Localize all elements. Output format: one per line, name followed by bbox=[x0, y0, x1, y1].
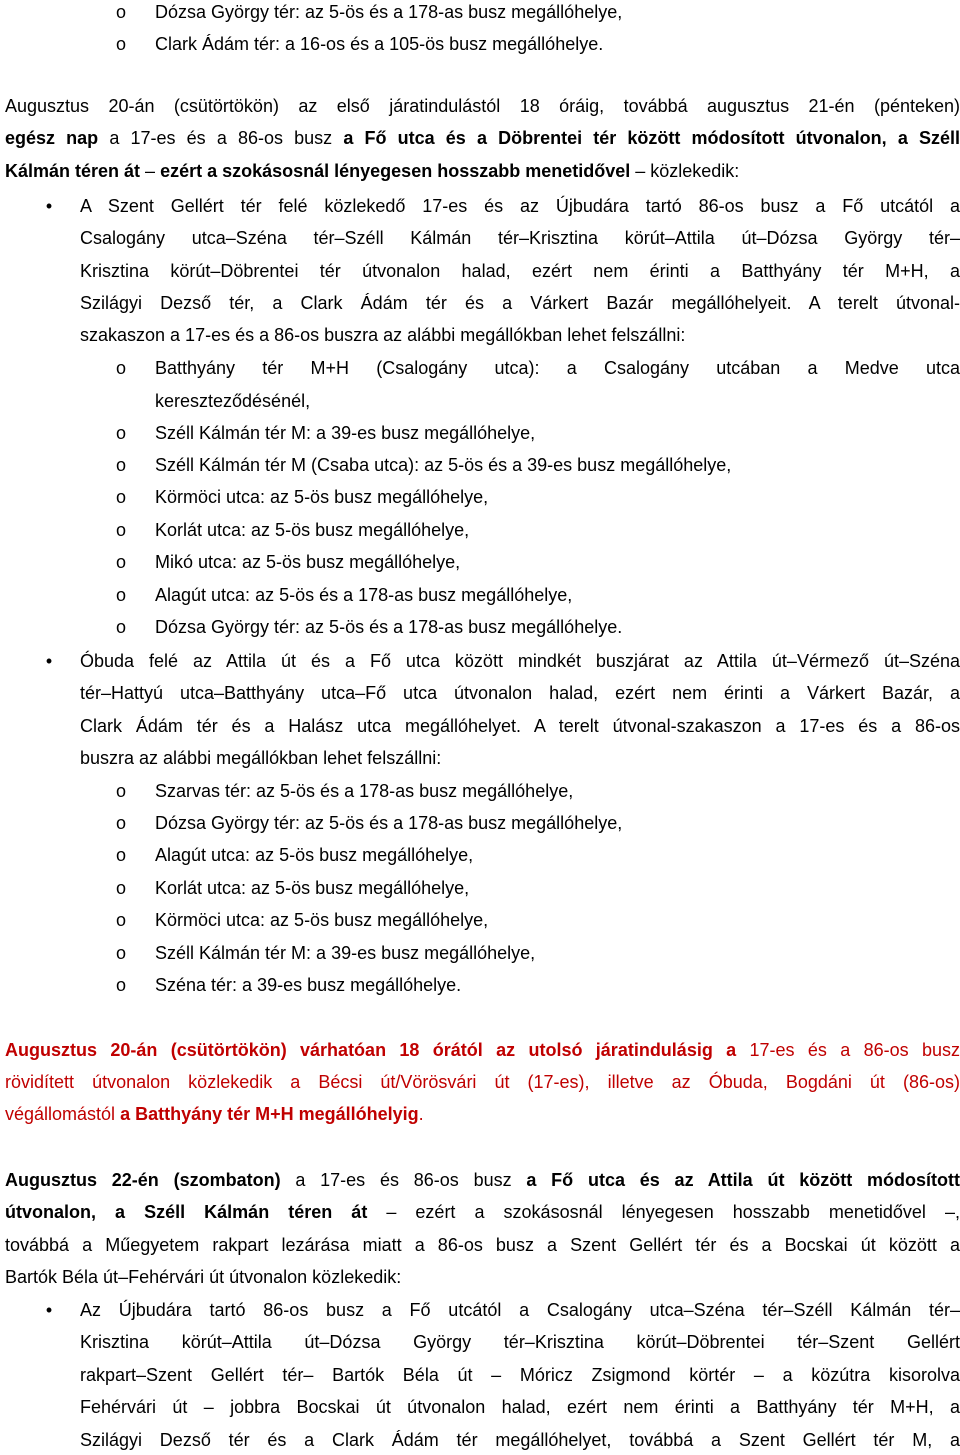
text-run: Szilágyi Dezső tér, a Clark Ádám tér és a Várkert Bazár megállóhelyeit. A terelt útvonal- bbox=[80, 293, 960, 313]
text-run: Dózsa György tér: az 5-ös és a 178-as busz megállóhelye. bbox=[155, 617, 623, 637]
text-line bbox=[0, 1327, 960, 1357]
list-marker-o: o bbox=[116, 617, 127, 637]
text-run: 17-es és a 86-os busz bbox=[736, 1040, 960, 1060]
text-run: Augusztus 20-án (csütörtökön) az első járatindulástól 18 óráig, továbbá augusztus 21-én (pénteken) bbox=[5, 96, 960, 116]
text-line bbox=[0, 743, 960, 773]
text-run: Az Újbudára tartó 86-os busz a Fő utcától a Csalogány utca–Széna tér–Széll Kálmán tér– bbox=[80, 1300, 960, 1320]
text-line bbox=[0, 905, 960, 935]
text-run: Mikó utca: az 5-ös busz megállóhelye, bbox=[155, 552, 461, 572]
line-text bbox=[155, 905, 960, 935]
text-line bbox=[0, 1360, 960, 1390]
list-bullet: • bbox=[45, 1300, 53, 1320]
text-line bbox=[0, 547, 960, 577]
bold-run: a Fő utca és a Döbrentei tér között módosított útvonalon, a Széll bbox=[343, 128, 960, 148]
text-run: Széll Kálmán tér M: a 39-es busz megállóhelye, bbox=[155, 943, 536, 963]
list-marker-o: o bbox=[116, 910, 127, 930]
text-line bbox=[0, 580, 960, 610]
text-line bbox=[0, 29, 960, 59]
line-text bbox=[155, 547, 960, 577]
line-text bbox=[80, 288, 960, 318]
text-line bbox=[0, 1230, 960, 1260]
list-bullet: • bbox=[45, 196, 53, 216]
text-run: – ezért a szokásosnál lényegesen hosszabb menetidővel –, bbox=[367, 1202, 960, 1222]
line-text bbox=[155, 386, 960, 416]
text-line bbox=[0, 1262, 960, 1292]
text-run: . bbox=[418, 1104, 424, 1124]
line-text bbox=[5, 1067, 960, 1097]
line-text bbox=[5, 1197, 960, 1227]
list-marker-o: o bbox=[116, 520, 127, 540]
line-text bbox=[80, 1360, 960, 1390]
text-line bbox=[0, 840, 960, 870]
line-text bbox=[155, 808, 960, 838]
text-line bbox=[0, 873, 960, 903]
text-run: Korlát utca: az 5-ös busz megállóhelye, bbox=[155, 878, 470, 898]
line-text bbox=[5, 1230, 960, 1260]
line-text bbox=[80, 711, 960, 741]
text-run: – közlekedik: bbox=[630, 161, 740, 181]
line-text bbox=[80, 1295, 960, 1325]
text-line bbox=[0, 123, 960, 153]
bold-run: ezért a szokásosnál lényegesen hosszabb menetidővel bbox=[160, 161, 631, 181]
line-text bbox=[155, 418, 960, 448]
line-text bbox=[80, 1392, 960, 1422]
text-line bbox=[0, 970, 960, 1000]
list-marker-o: o bbox=[116, 455, 127, 475]
list-marker-o: o bbox=[116, 878, 127, 898]
text-run: Szilágyi Dezső tér és a Clark Ádám tér megállóhelyet, továbbá a Szent Gellért tér M, a bbox=[80, 1430, 960, 1450]
text-line bbox=[0, 353, 960, 383]
text-line bbox=[0, 191, 960, 221]
line-text bbox=[5, 91, 960, 121]
list-marker-o: o bbox=[116, 487, 127, 507]
text-run: Dózsa György tér: az 5-ös és a 178-as busz megállóhelye, bbox=[155, 2, 623, 22]
list-marker-o: o bbox=[116, 34, 127, 54]
line-text bbox=[155, 776, 960, 806]
text-run: Krisztina körút–Attila út–Dózsa György tér–Krisztina körút–Döbrentei tér–Szent Gellért bbox=[80, 1332, 960, 1352]
line-text bbox=[80, 223, 960, 253]
bold-run: a Batthyány tér M+H megállóhelyig bbox=[120, 1104, 419, 1124]
text-line bbox=[0, 808, 960, 838]
list-marker-o: o bbox=[116, 423, 127, 443]
line-text bbox=[80, 743, 960, 773]
text-line bbox=[0, 711, 960, 741]
line-text bbox=[155, 0, 960, 27]
text-run: Körmöci utca: az 5-ös busz megállóhelye, bbox=[155, 910, 489, 930]
text-line bbox=[0, 776, 960, 806]
line-text bbox=[155, 840, 960, 870]
text-run: Csalogány utca–Széna tér–Széll Kálmán tér–Krisztina körút–Attila út–Dózsa György tér– bbox=[80, 228, 960, 248]
line-text bbox=[155, 450, 960, 480]
line-text bbox=[155, 873, 960, 903]
text-run: végállomástól bbox=[5, 1104, 121, 1124]
list-marker-o: o bbox=[116, 845, 127, 865]
text-line bbox=[0, 223, 960, 253]
bold-run: a Fő utca és az Attila út között módosított bbox=[526, 1170, 960, 1190]
text-run: Clark Ádám tér: a 16-os és a 105-ös busz megállóhelye. bbox=[155, 34, 604, 54]
text-line bbox=[0, 1067, 960, 1097]
list-marker-o: o bbox=[116, 943, 127, 963]
text-run: Széna tér: a 39-es busz megállóhelye. bbox=[155, 975, 462, 995]
bold-run: Augusztus 22-én (szombaton) bbox=[5, 1170, 281, 1190]
line-text bbox=[80, 1327, 960, 1357]
list-marker-o: o bbox=[116, 975, 127, 995]
text-run: Óbuda felé az Attila út és a Fő utca között mindkét buszjárat az Attila út–Vérmező út–Széna bbox=[80, 651, 960, 671]
text-run: rakpart–Szent Gellért tér– Bartók Béla út – Móricz Zsigmond körtér – a közútra kisorolva bbox=[80, 1365, 960, 1385]
text-line bbox=[0, 386, 960, 416]
text-run: szakaszon a 17-es és a 86-os buszra az alábbi megállókban lehet felszállni: bbox=[80, 325, 686, 345]
text-line bbox=[0, 1197, 960, 1227]
line-text bbox=[155, 353, 960, 383]
text-run: a 17-es és 86-os busz bbox=[280, 1170, 527, 1190]
text-run: A Szent Gellért tér felé közlekedő 17-es és az Újbudára tartó 86-os busz a Fő utcától a bbox=[80, 196, 960, 216]
line-text bbox=[155, 29, 960, 59]
list-marker-o: o bbox=[116, 781, 127, 801]
text-line bbox=[0, 1099, 960, 1129]
line-text bbox=[80, 678, 960, 708]
text-run: tér–Hattyú utca–Batthyány utca–Fő utca útvonalon halad, ezért nem érinti a Várkert Bazár, a bbox=[80, 683, 960, 703]
text-line bbox=[0, 482, 960, 512]
line-text bbox=[80, 1425, 960, 1455]
text-run: Alagút utca: az 5-ös busz megállóhelye, bbox=[155, 845, 474, 865]
text-run: a 17-es és a 86-os busz bbox=[98, 128, 344, 148]
line-text bbox=[80, 191, 960, 221]
line-text bbox=[155, 970, 960, 1000]
list-marker-o: o bbox=[116, 2, 127, 22]
text-run: Alagút utca: az 5-ös és a 178-as busz megállóhelye, bbox=[155, 585, 573, 605]
text-line bbox=[0, 91, 960, 121]
text-run: Bartók Béla út–Fehérvári út útvonalon közlekedik: bbox=[5, 1267, 402, 1287]
bold-run: egész nap bbox=[5, 128, 99, 148]
line-text bbox=[155, 515, 960, 545]
text-run: Széll Kálmán tér M (Csaba utca): az 5-ös és a 39-es busz megállóhelye, bbox=[155, 455, 732, 475]
text-run: Dózsa György tér: az 5-ös és a 178-as busz megállóhelye, bbox=[155, 813, 623, 833]
text-line bbox=[0, 450, 960, 480]
text-line bbox=[0, 646, 960, 676]
line-text bbox=[155, 580, 960, 610]
text-line bbox=[0, 256, 960, 286]
line-text bbox=[80, 256, 960, 286]
text-run: – bbox=[140, 161, 161, 181]
text-run: Körmöci utca: az 5-ös busz megállóhelye, bbox=[155, 487, 489, 507]
line-text bbox=[155, 482, 960, 512]
line-text bbox=[80, 320, 960, 350]
list-marker-o: o bbox=[116, 585, 127, 605]
text-line bbox=[0, 0, 960, 27]
text-line bbox=[0, 288, 960, 318]
list-bullet: • bbox=[45, 651, 53, 671]
text-run: buszra az alábbi megállókban lehet felszállni: bbox=[80, 748, 442, 768]
text-run: Batthyány tér M+H (Csalogány utca): a Csalogány utcában a Medve utca bbox=[155, 358, 960, 378]
bold-run: Augusztus 20-án (csütörtökön) várhatóan 18 órától az utolsó járatindulásig a bbox=[5, 1040, 737, 1060]
line-text bbox=[5, 1099, 960, 1129]
text-line bbox=[0, 156, 960, 186]
text-run: Korlát utca: az 5-ös busz megállóhelye, bbox=[155, 520, 470, 540]
list-marker-o: o bbox=[116, 358, 127, 378]
text-run: továbbá a Műegyetem rakpart lezárása miatt a 86-os busz a Szent Gellért tér és a Bocskai út között a bbox=[5, 1235, 960, 1255]
text-line bbox=[0, 1425, 960, 1455]
line-text bbox=[80, 646, 960, 676]
text-line bbox=[0, 1295, 960, 1325]
text-line bbox=[0, 1165, 960, 1195]
line-text bbox=[5, 1035, 960, 1065]
text-line bbox=[0, 1392, 960, 1422]
line-text bbox=[5, 156, 960, 186]
line-text bbox=[155, 612, 960, 642]
list-marker-o: o bbox=[116, 552, 127, 572]
text-run: rövidített útvonalon közlekedik a Bécsi út/Vörösvári út (17-es), illetve az Óbuda, Bogdáni út (86-os) bbox=[5, 1072, 960, 1092]
line-text bbox=[5, 1262, 960, 1292]
bold-run: útvonalon, a Széll Kálmán téren át bbox=[5, 1202, 368, 1222]
text-line bbox=[0, 1035, 960, 1065]
line-text bbox=[155, 938, 960, 968]
text-line bbox=[0, 678, 960, 708]
line-text bbox=[5, 123, 960, 153]
text-line bbox=[0, 938, 960, 968]
text-run: kereszteződésénél, bbox=[155, 391, 311, 411]
line-text bbox=[5, 1165, 960, 1195]
text-line bbox=[0, 320, 960, 350]
text-line bbox=[0, 515, 960, 545]
text-line bbox=[0, 612, 960, 642]
text-run: Krisztina körút–Döbrentei tér útvonalon halad, ezért nem érinti a Batthyány tér M+H, a bbox=[80, 261, 960, 281]
text-run: Széll Kálmán tér M: a 39-es busz megállóhelye, bbox=[155, 423, 536, 443]
text-run: Fehérvári út – jobbra Bocskai út útvonalon halad, ezért nem érinti a Batthyány tér M+H, a bbox=[80, 1397, 960, 1417]
text-line bbox=[0, 418, 960, 448]
text-run: Clark Ádám tér és a Halász utca megállóhelyet. A terelt útvonal-szakaszon a 17-es és a 86-os bbox=[80, 716, 960, 736]
bold-run: Kálmán téren át bbox=[5, 161, 141, 181]
list-marker-o: o bbox=[116, 813, 127, 833]
text-run: Szarvas tér: az 5-ös és a 178-as busz megállóhelye, bbox=[155, 781, 574, 801]
